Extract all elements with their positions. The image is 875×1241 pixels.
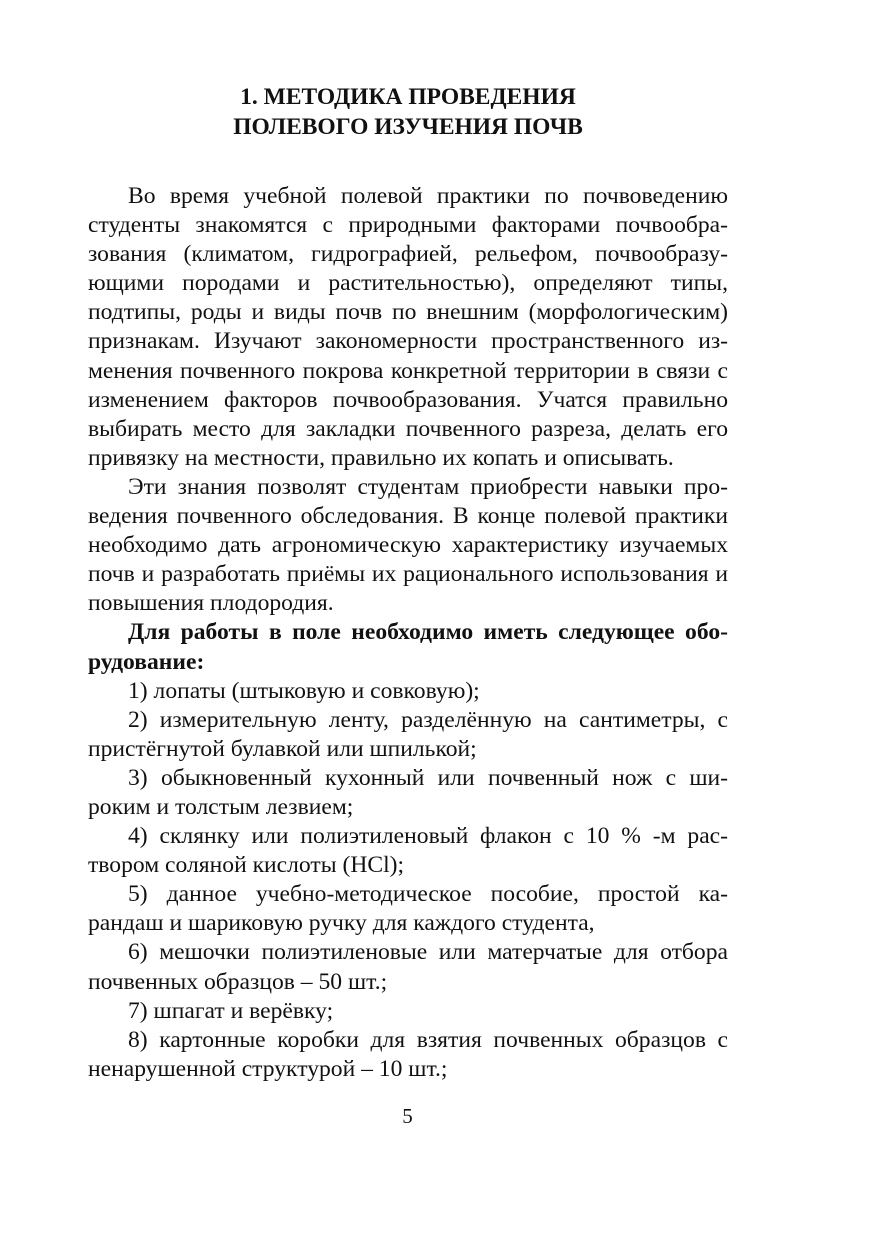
list-item: 6) мешочки полиэтиленовые или матерчатые для отбора почвенных образцов – 50 шт.; (88, 939, 728, 995)
list-item: 7) шпагат и верёвку; (128, 997, 334, 1024)
title-line-2: ПОЛЕВОГО ИЗУЧЕНИЯ ПОЧВ (233, 114, 583, 140)
title-line-1: 1. МЕТОДИКА ПРОВЕДЕНИЯ (240, 84, 576, 110)
list-item: 5) данное учебно-методическое пособие, простой карандаш и шариковую ручку для каждого студента, (88, 881, 728, 937)
equipment-list (88, 677, 728, 1084)
equipment-heading: Для работы в поле необходимо иметь следующее оборудование: (88, 619, 728, 675)
list-item: 4) склянку или полиэтиленовый флакон с 10 % -м раствором соляной кислоты (HCl); (88, 823, 728, 879)
list-item: 3) обыкновенный кухонный или почвенный нож с широким и толстым лезвием; (88, 764, 728, 820)
list-item: 8) картонные коробки для взятия почвенных образцов с ненарушенной структурой – 10 шт.; (88, 1026, 728, 1082)
page-title (88, 82, 728, 142)
list-item: 2) измерительную ленту, разделённую на сантиметры, с пристёгнутой булавкой или шпилькой; (88, 706, 728, 762)
paragraph-intro: Во время учебной полевой практики по почвоведению студенты знакомятся с природными факторами почвообразования (климатом, гидрографией, рельефом, почвообразующими породами и растительностью), определяют типы, подтипы, роды и виды почв по внешним (морфологическим) признакам. Изучают закономерности пространственного изменения почвенного покрова конкретной территории в связи с изменением факторов почвообразования. Учатся правильно выбирать место для закладки почвенного разреза, делать его привязку на местности, правильно их копать и описывать. (88, 183, 728, 471)
list-item: 1) лопаты (штыковую и совковую); (128, 677, 480, 704)
paragraph-knowledge: Эти знания позволят студентам приобрести навыки проведения почвенного обследования. В конце полевой практики необходимо дать агрономическую характеристику изучаемых почв и разработать приёмы их рационального использования и повышения плодородия. (88, 473, 728, 617)
page-content (88, 82, 728, 1084)
page-number: 5 (402, 1104, 413, 1128)
